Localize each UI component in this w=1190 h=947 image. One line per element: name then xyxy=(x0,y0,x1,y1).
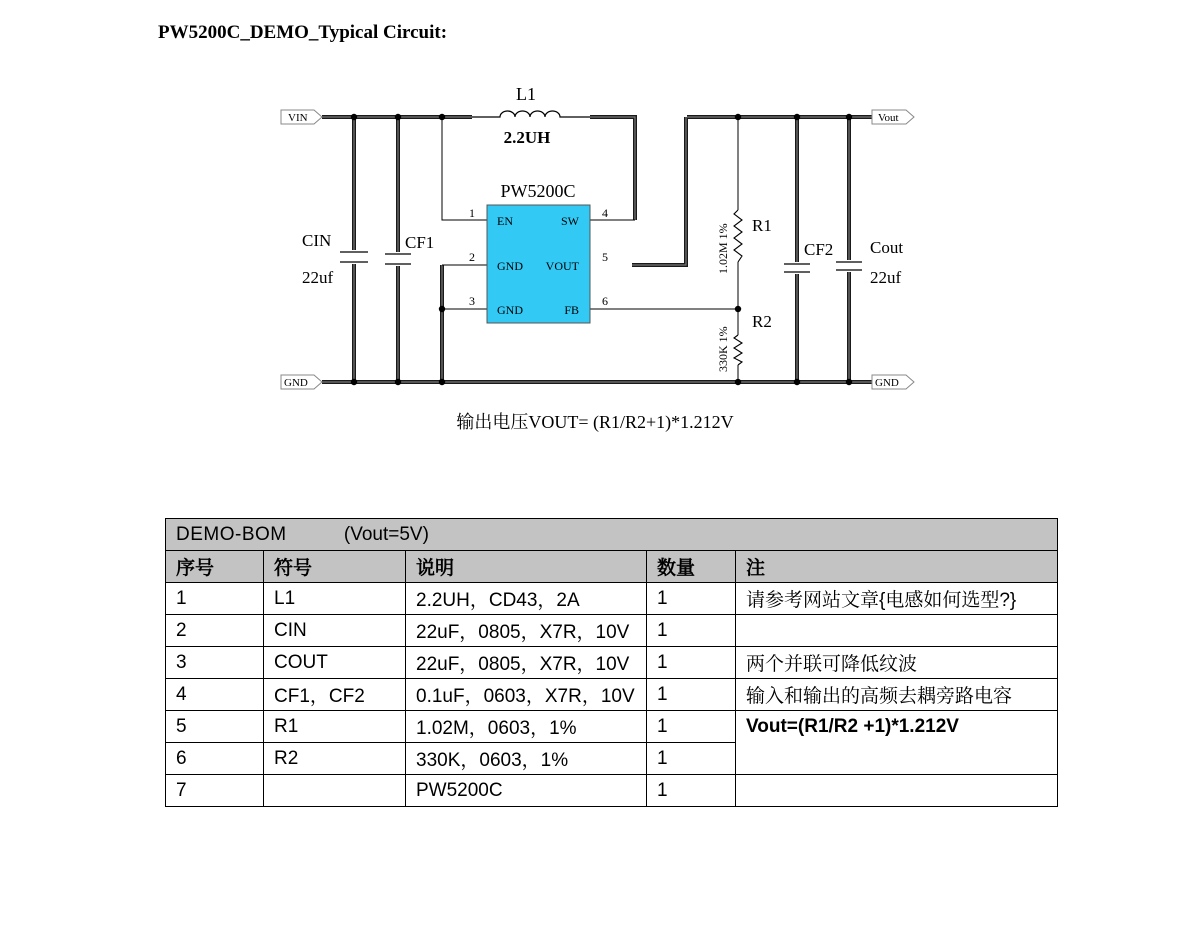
cell-symbol: R2 xyxy=(264,743,406,775)
r1-value: 1.02M 1% xyxy=(716,223,730,274)
cell-description: 22uF，0805，X7R，10V xyxy=(406,615,647,647)
table-row xyxy=(166,583,1058,615)
table-row xyxy=(166,647,1058,679)
capacitor-cf1 xyxy=(385,254,411,264)
cell-note: 请参考网站文章{电感如何选型?} xyxy=(736,583,1058,615)
cell-description: 1.02M，0603，1% xyxy=(406,711,647,743)
r1-label: R1 xyxy=(752,216,772,235)
inductor-label: L1 xyxy=(516,84,536,104)
cf1-label: CF1 xyxy=(405,233,435,252)
header-index: 序号 xyxy=(166,551,264,583)
gnd-right-label: GND xyxy=(875,377,899,389)
inductor-symbol xyxy=(472,111,590,117)
cell-quantity: 1 xyxy=(647,743,736,775)
cell-symbol xyxy=(264,775,406,807)
pin-2-number: 2 xyxy=(469,250,475,264)
table-row xyxy=(166,679,1058,711)
pin-vout-label: VOUT xyxy=(545,259,579,273)
cin-label: CIN xyxy=(302,231,332,250)
cell-quantity: 1 xyxy=(647,679,736,711)
cell-index: 3 xyxy=(166,647,264,679)
header-note: 注 xyxy=(736,551,1058,583)
cell-note xyxy=(736,775,1058,807)
cell-description: PW5200C xyxy=(406,775,647,807)
cell-quantity: 1 xyxy=(647,615,736,647)
cout-label: Cout xyxy=(870,238,904,257)
cell-note: 两个并联可降低纹波 xyxy=(736,647,1058,679)
cell-symbol: COUT xyxy=(264,647,406,679)
cell-quantity: 1 xyxy=(647,647,736,679)
output-voltage-formula: 输出电压VOUT= (R1/R2+1)*1.212V xyxy=(456,412,734,432)
cell-index: 2 xyxy=(166,615,264,647)
pin-1-number: 1 xyxy=(469,206,475,220)
gnd-left-label: GND xyxy=(284,377,308,389)
cell-description: 0.1uF，0603，X7R，10V xyxy=(406,679,647,711)
table-row xyxy=(166,775,1058,807)
cell-description: 22uF，0805，X7R，10V xyxy=(406,647,647,679)
table-row xyxy=(166,615,1058,647)
bom-condition: (Vout=5V) xyxy=(343,523,429,545)
cell-note-formula: Vout=(R1/R2 +1)*1.212V xyxy=(736,711,1058,775)
cell-index: 7 xyxy=(166,775,264,807)
pin-gnd2-label: GND xyxy=(497,303,523,317)
cell-quantity: 1 xyxy=(647,583,736,615)
resistor-r1 xyxy=(734,210,742,262)
cell-index: 4 xyxy=(166,679,264,711)
bom-header-row xyxy=(166,551,1058,583)
table-row xyxy=(166,711,1058,743)
cell-note xyxy=(736,615,1058,647)
cell-symbol: R1 xyxy=(264,711,406,743)
bom-table xyxy=(165,518,1058,807)
pin-6-number: 6 xyxy=(602,294,608,308)
vout-port xyxy=(872,110,914,124)
capacitor-cin xyxy=(340,252,368,262)
cf2-label: CF2 xyxy=(804,240,834,259)
header-quantity: 数量 xyxy=(647,551,736,583)
header-symbol: 符号 xyxy=(264,551,406,583)
bom-title-row xyxy=(166,519,1058,551)
pin-en-label: EN xyxy=(497,214,513,228)
bom-title-cell xyxy=(166,519,1058,551)
pin-5-number: 5 xyxy=(602,250,608,264)
cell-symbol: CIN xyxy=(264,615,406,647)
capacitor-cf2 xyxy=(784,264,810,272)
ic-name: PW5200C xyxy=(500,181,576,201)
r2-label: R2 xyxy=(752,312,772,331)
pin-3-number: 3 xyxy=(469,294,475,308)
r2-value: 330K 1% xyxy=(716,326,730,372)
pin-4-number: 4 xyxy=(602,206,608,220)
header-description: 说明 xyxy=(406,551,647,583)
document-title: PW5200C_DEMO_Typical Circuit: xyxy=(158,22,448,43)
cell-symbol: L1 xyxy=(264,583,406,615)
cell-index: 6 xyxy=(166,743,264,775)
gnd-port-left xyxy=(281,375,322,389)
cell-note: 输入和输出的高频去耦旁路电容 xyxy=(736,679,1058,711)
inductor-value: 2.2UH xyxy=(503,128,551,147)
gnd-port-right xyxy=(872,375,914,389)
cin-value: 22uf xyxy=(302,268,334,287)
capacitor-cout xyxy=(836,262,862,270)
schematic-diagram xyxy=(0,0,1190,440)
cell-description: 330K，0603，1% xyxy=(406,743,647,775)
cout-value: 22uf xyxy=(870,268,902,287)
pin-fb-label: FB xyxy=(564,303,579,317)
pin-gnd1-label: GND xyxy=(497,259,523,273)
cell-symbol: CF1，CF2 xyxy=(264,679,406,711)
cell-description: 2.2UH，CD43，2A xyxy=(406,583,647,615)
cell-index: 1 xyxy=(166,583,264,615)
vin-label: VIN xyxy=(288,112,308,124)
cell-quantity: 1 xyxy=(647,775,736,807)
bom-title: DEMO-BOM xyxy=(176,523,287,545)
vin-port xyxy=(281,110,322,124)
pin-sw-label: SW xyxy=(561,214,579,228)
cell-quantity: 1 xyxy=(647,711,736,743)
resistor-r2 xyxy=(734,335,742,365)
vout-port-label: Vout xyxy=(878,112,899,124)
cell-index: 5 xyxy=(166,711,264,743)
